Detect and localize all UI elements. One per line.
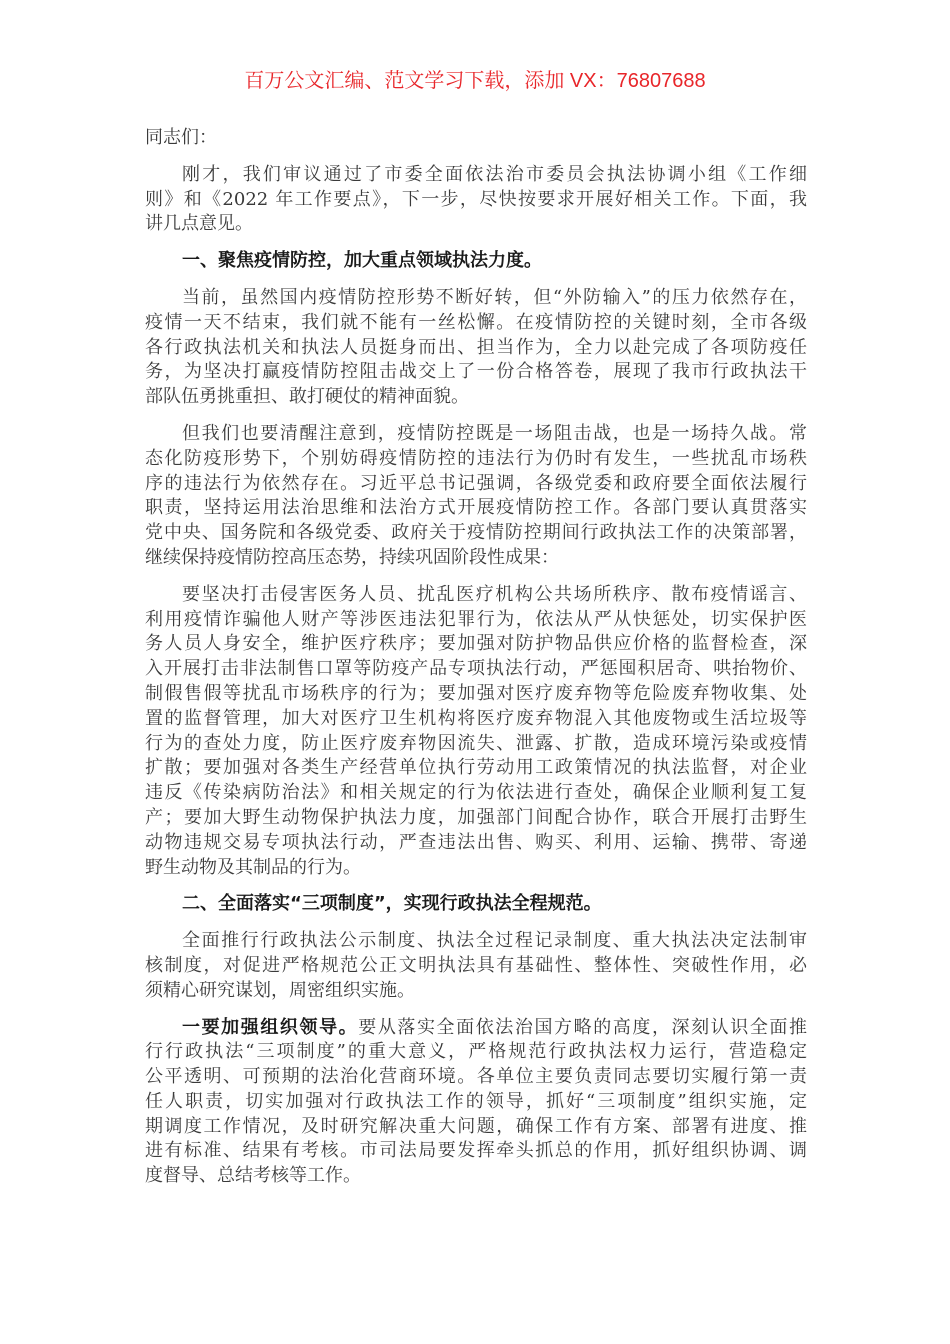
text-line: 全面推行行政执法公示制度、执法全过程记录制度、重大执法决定法制审 bbox=[182, 930, 807, 952]
text-line: 动物违规交易专项执法行动，严查违法出售、购买、利用、运输、携带、寄递 bbox=[145, 831, 807, 853]
text-line: 但我们也要清醒注意到，疫情防控既是一场阻击战，也是一场持久战。常 bbox=[182, 422, 807, 444]
text-line: 务，为坚决打赢疫情防控阻击战交上了一份合格答卷，展现了我市行政执法干 bbox=[145, 361, 807, 383]
text-line: 部队伍勇挑重担、敢打硬仗的精神面貌。 bbox=[145, 386, 469, 408]
text-line: 任人职责，切实加强对行政执法工作的领导，抓好“三项制度”组织实施，定 bbox=[145, 1090, 807, 1112]
line-text: 要从落实全面依法治国方略的高度，深刻认识全面推 bbox=[358, 1016, 808, 1038]
text-line: 公平透明、可预期的法治化营商环境。各单位主要负责同志要切实履行第一责 bbox=[145, 1066, 807, 1088]
text-line: 务人员人身安全，维护医疗秩序；要加强对防护物品供应价格的监督检查，深 bbox=[145, 633, 807, 655]
text-line: 扩散；要加强对各类生产经营单位执行劳动用工政策情况的执法监督，对企业 bbox=[145, 757, 807, 779]
text-line: 态化防疫形势下，个别妨碍疫情防控的违法行为仍时有发生，一些扰乱市场秩 bbox=[145, 447, 807, 469]
text-line: 二、全面落实“三项制度”，实现行政执法全程规范。 bbox=[182, 893, 602, 915]
paragraph bbox=[145, 929, 807, 1003]
text-line: 行为的查处力度，防止医疗废弃物因流失、泄露、扩散，造成环境污染或疫情 bbox=[145, 732, 807, 754]
text-line: 要坚决打击侵害医务人员、扰乱医疗机构公共场所秩序、散布疫情谣言、 bbox=[182, 583, 807, 605]
text-line: 核制度，对促进严格规范公正文明执法具有基础性、整体性、突破性作用，必 bbox=[145, 954, 807, 976]
text-line: 产；要加大野生动物保护执法力度，加强部门间配合协作，联合开展打击野生 bbox=[145, 806, 807, 828]
text-line: 继续保持疫情防控高压态势，持续巩固阶段性成果： bbox=[145, 546, 559, 568]
paragraph bbox=[145, 422, 807, 571]
text-line: 进有标准、结果有考核。市司法局要发挥牵头抓总的作用，抓好组织协调、调 bbox=[145, 1140, 807, 1162]
paragraph bbox=[145, 163, 807, 237]
text-line: 一、聚焦疫情防控，加大重点领域执法力度。 bbox=[182, 250, 542, 272]
text-line: 野生动物及其制品的行为。 bbox=[145, 856, 361, 878]
document-body bbox=[145, 126, 807, 1201]
text-line: 利用疫情诈骗他人财产等涉医违法犯罪行为，依法从严从快惩处，切实保护医 bbox=[145, 608, 807, 630]
text-line: 度督导、总结考核等工作。 bbox=[145, 1165, 361, 1187]
paragraph bbox=[145, 1016, 807, 1190]
text-line: 入开展打击非法制售口罩等防疫产品专项执法行动，严惩囤积居奇、哄抬物价、 bbox=[145, 658, 807, 680]
text-line: 序的违法行为依然存在。习近平总书记强调，各级党委和政府要全面依法履行 bbox=[145, 472, 807, 494]
section-heading bbox=[145, 249, 807, 274]
text-line: 期调度工作情况，及时研究解决重大问题，确保工作有方案、部署有进度、推 bbox=[145, 1115, 807, 1137]
text-line: 同志们： bbox=[145, 127, 217, 148]
lead-phrase: 一要加强组织领导。 bbox=[182, 1016, 359, 1038]
text-line: 则》和《2022 年工作要点》，下一步，尽快按要求开展好相关工作。下面，我 bbox=[145, 188, 807, 210]
text-line: 违反《传染病防治法》和相关规定的行为依法进行查处，确保企业顺利复工复 bbox=[145, 782, 807, 804]
text-line: 制假售假等扰乱市场秩序的行为；要加强对医疗废弃物等危险废弃物收集、处 bbox=[145, 682, 807, 704]
text-line bbox=[145, 1016, 807, 1041]
text-line: 党中央、国务院和各级党委、政府关于疫情防控期间行政执法工作的决策部署， bbox=[145, 522, 807, 544]
text-line: 疫情一天不结束，我们就不能有一丝松懈。在疫情防控的关键时刻，全市各级 bbox=[145, 311, 807, 333]
text-line: 职责，坚持运用法治思维和法治方式开展疫情防控工作。各部门要认真贯落实 bbox=[145, 497, 807, 519]
text-line: 当前，虽然国内疫情防控形势不断好转，但“外防输入”的压力依然存在， bbox=[182, 286, 807, 308]
text-line: 须精心研究谋划，周密组织实施。 bbox=[145, 979, 415, 1001]
text-line: 讲几点意见。 bbox=[145, 213, 253, 235]
paragraph bbox=[145, 583, 807, 881]
salutation bbox=[145, 126, 807, 151]
section-heading bbox=[145, 892, 807, 917]
watermark-banner: 百万公文汇编、范文学习下载，添加 VX：76807688 bbox=[244, 70, 706, 92]
text-line: 行行政执法“三项制度”的重大意义，严格规范行政执法权力运行，营造稳定 bbox=[145, 1041, 807, 1063]
paragraph bbox=[145, 286, 807, 410]
text-line: 置的监督管理，加大对医疗卫生机构将医疗废弃物混入其他废物或生活垃圾等 bbox=[145, 707, 807, 729]
text-line: 刚才，我们审议通过了市委全面依法治市委员会执法协调小组《工作细 bbox=[182, 163, 807, 185]
text-line: 各行政执法机关和执法人员挺身而出、担当作为，全力以赴完成了各项防疫任 bbox=[145, 336, 807, 358]
